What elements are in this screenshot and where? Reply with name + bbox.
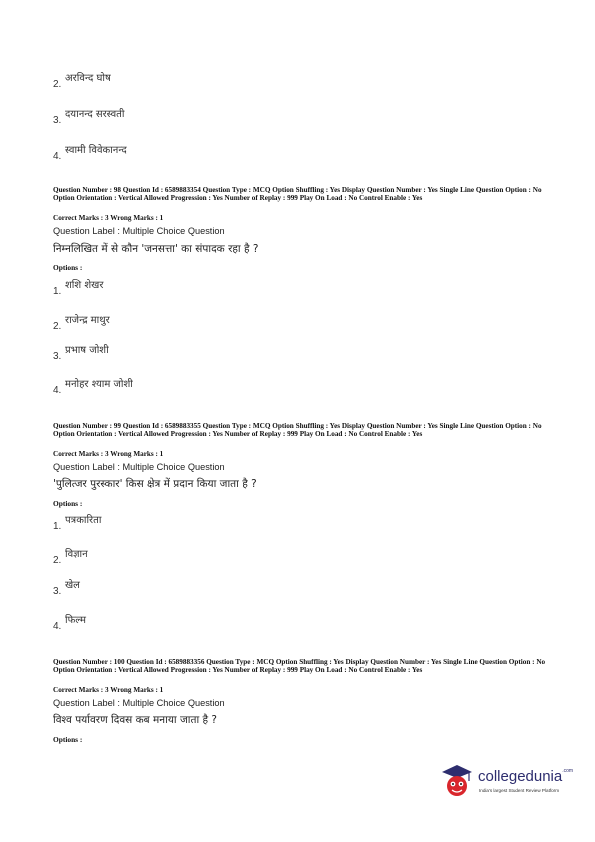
- question-98-label: Question Label : Multiple Choice Question: [53, 226, 225, 236]
- question-99-text: 'पुलित्जर पुरस्कार' किस क्षेत्र में प्रदान किया जाता है ?: [53, 478, 257, 490]
- option-number: 1.: [53, 521, 62, 532]
- option-text: मनोहर श्याम जोशी: [65, 379, 133, 390]
- question-100-label: Question Label : Multiple Choice Question: [53, 698, 225, 708]
- collegedunia-logo: [438, 762, 578, 806]
- question-98-meta: Question Number : 98 Question Id : 6589883354 Question Type : MCQ Option Shuffling : Yes Display Question Number : Yes Single Line Question Option : No Option Orientation : Vertical Allowed Progression : Yes Number of Replay : 999 Play On Load : No Control Enable : Yes: [53, 186, 542, 203]
- question-100-text: विश्व पर्यावरण दिवस कब मनाया जाता है ?: [53, 714, 218, 726]
- logo-name: collegedunia: [478, 768, 563, 785]
- option-text: प्रभाष जोशी: [65, 345, 109, 356]
- option-text: खेल: [65, 580, 80, 591]
- question-99-options-heading: Options :: [53, 499, 83, 508]
- option-number: 3.: [53, 351, 62, 362]
- option-text: स्वामी विवेकानन्द: [65, 145, 127, 156]
- question-99-label: Question Label : Multiple Choice Question: [53, 462, 225, 472]
- question-99-meta: Question Number : 99 Question Id : 6589883355 Question Type : MCQ Option Shuffling : Yes Display Question Number : Yes Single Line Question Option : No Option Orientation : Vertical Allowed Progression : Yes Number of Replay : 999 Play On Load : No Control Enable : Yes: [53, 422, 542, 439]
- option-text: राजेन्द्र माथुर: [65, 315, 110, 326]
- option-number: 1.: [53, 286, 62, 297]
- option-text: अरविन्द घोष: [65, 73, 111, 84]
- logo-tagline: India's largest Student Review Platform: [479, 788, 560, 793]
- logo-wordmark: [478, 768, 573, 785]
- option-text: विज्ञान: [65, 549, 88, 560]
- question-99-marks: Correct Marks : 3 Wrong Marks : 1: [53, 450, 164, 458]
- option-text: फिल्म: [65, 615, 86, 626]
- option-text: पत्रकारिता: [65, 515, 102, 526]
- graduate-mascot-icon: [438, 762, 476, 802]
- option-text: दयानन्द सरस्वती: [65, 109, 125, 120]
- question-98-options-heading: Options :: [53, 263, 83, 272]
- logo-suffix: .com: [562, 768, 574, 774]
- option-number: 2.: [53, 79, 62, 90]
- option-number: 2.: [53, 321, 62, 332]
- option-text: शशि शेखर: [65, 280, 104, 291]
- option-number: 2.: [53, 555, 62, 566]
- option-number: 3.: [53, 115, 62, 126]
- question-100-marks: Correct Marks : 3 Wrong Marks : 1: [53, 686, 164, 694]
- question-98-text: निम्नलिखित में से कौन 'जनसत्ता' का संपादक रहा है ?: [53, 243, 259, 255]
- question-98-marks: Correct Marks : 3 Wrong Marks : 1: [53, 214, 164, 222]
- option-number: 3.: [53, 586, 62, 597]
- question-100-options-heading: Options :: [53, 735, 83, 744]
- option-number: 4.: [53, 151, 62, 162]
- option-number: 4.: [53, 621, 62, 632]
- question-100-meta: Question Number : 100 Question Id : 6589883356 Question Type : MCQ Option Shuffling : Yes Display Question Number : Yes Single Line Question Option : No Option Orientation : Vertical Allowed Progression : Yes Number of Replay : 999 Play On Load : No Control Enable : Yes: [53, 658, 546, 675]
- option-number: 4.: [53, 385, 62, 396]
